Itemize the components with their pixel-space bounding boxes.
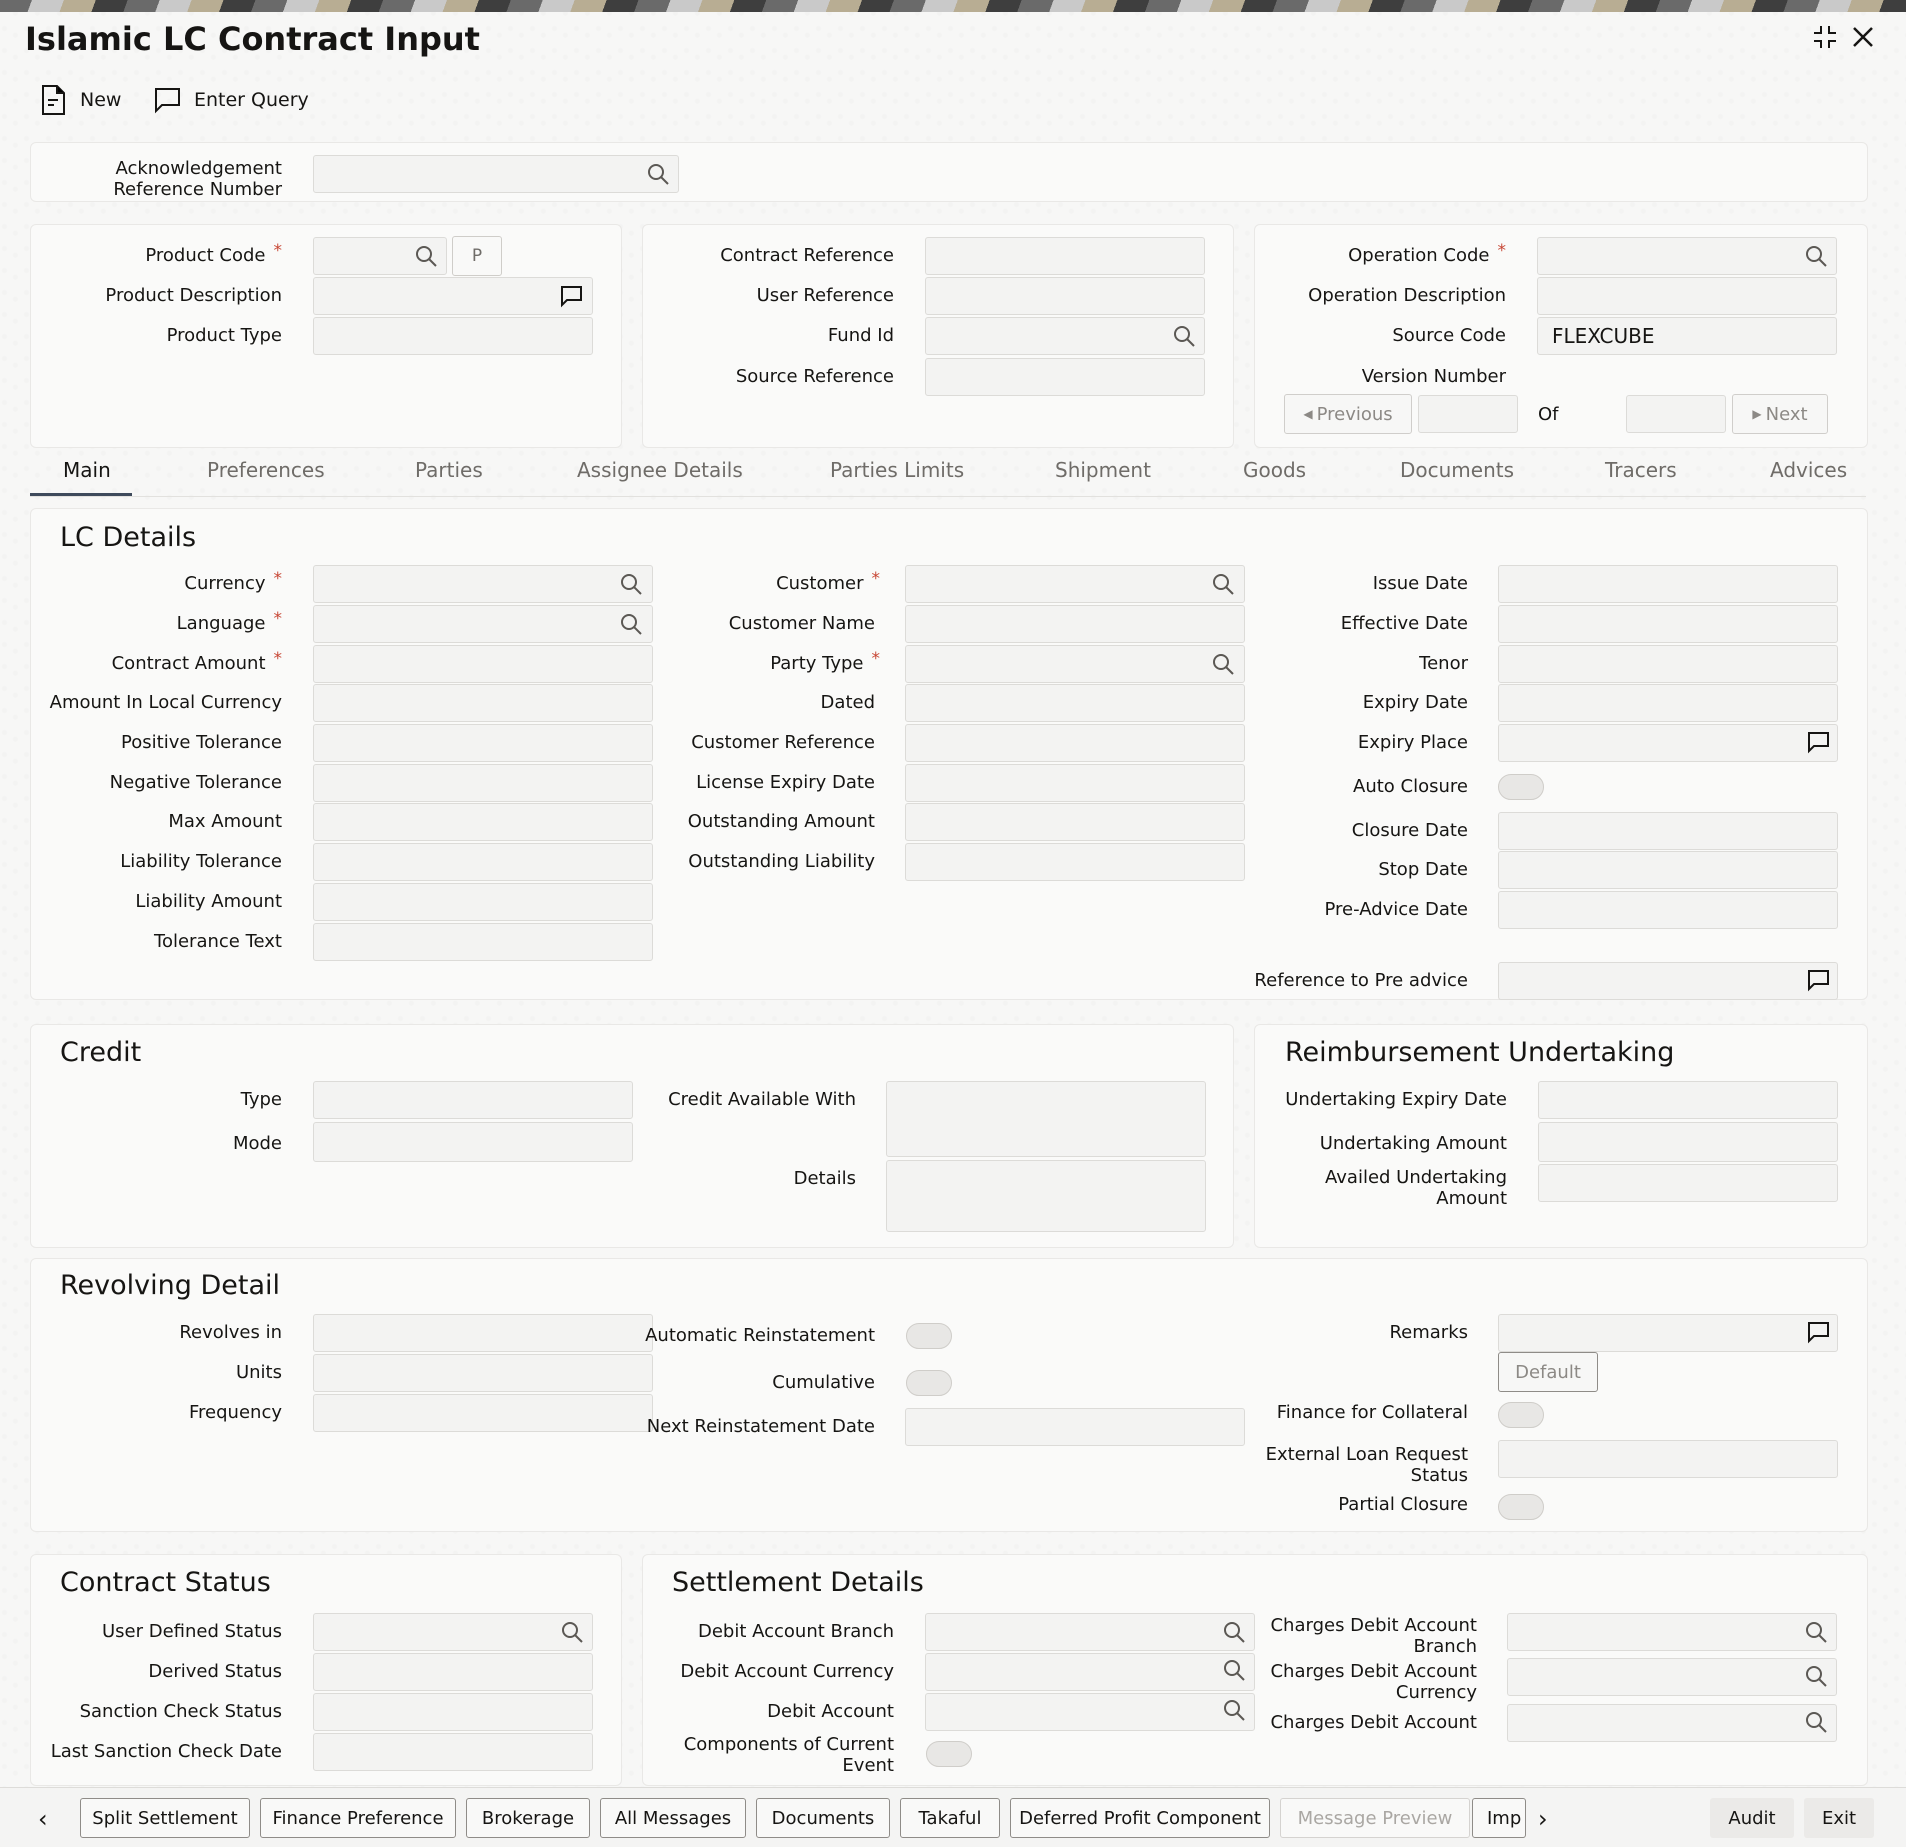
- active-tab-indicator: [30, 493, 132, 496]
- scroll-left-icon[interactable]: ‹: [38, 1805, 48, 1833]
- search-icon[interactable]: [560, 1620, 584, 1644]
- search-icon[interactable]: [1804, 1664, 1828, 1688]
- negative-tolerance-input[interactable]: [313, 764, 653, 802]
- customer-label: Customer *: [776, 569, 880, 594]
- caret-right-icon: ▶: [1752, 407, 1762, 421]
- of-label: Of: [1538, 404, 1559, 425]
- operation-description-input[interactable]: [1537, 277, 1837, 315]
- source-code-input[interactable]: FLEXCUBE: [1537, 317, 1837, 355]
- contract-amount-label: Contract Amount *: [111, 649, 282, 674]
- new-button[interactable]: [40, 84, 121, 116]
- cumulative-label: Cumulative: [772, 1372, 875, 1393]
- credit-type-input[interactable]: [313, 1081, 633, 1119]
- liability-tolerance-input[interactable]: [313, 843, 653, 881]
- fund-id-label: Fund Id: [827, 325, 894, 346]
- outstanding-liability-input[interactable]: [905, 843, 1245, 881]
- positive-tolerance-input[interactable]: [313, 724, 653, 762]
- search-icon[interactable]: [1222, 1658, 1246, 1682]
- reference-pre-advice-input[interactable]: [1498, 962, 1838, 1000]
- search-icon[interactable]: [1222, 1698, 1246, 1722]
- undertaking-amount-input[interactable]: [1538, 1122, 1838, 1162]
- expiry-date-input[interactable]: [1498, 684, 1838, 722]
- undertaking-amount-label: Undertaking Amount: [1319, 1133, 1507, 1154]
- enter-query-label: Enter Query: [194, 89, 309, 111]
- search-icon[interactable]: [1804, 244, 1828, 268]
- debit-account-input[interactable]: [925, 1693, 1255, 1731]
- currency-input[interactable]: [313, 565, 653, 603]
- contract-reference-input[interactable]: [925, 237, 1205, 275]
- components-current-event-label: Components of Current Event: [683, 1734, 894, 1776]
- product-code-label: Product Code *: [145, 241, 282, 266]
- user-reference-label: User Reference: [756, 285, 894, 306]
- reimbursement-title: Reimbursement Undertaking: [1285, 1037, 1675, 1068]
- settlement-title: Settlement Details: [672, 1567, 924, 1598]
- tab-parties-limits[interactable]: Parties Limits: [830, 458, 965, 482]
- comment-icon[interactable]: [1806, 1320, 1830, 1344]
- remarks-input[interactable]: [1498, 1314, 1838, 1352]
- credit-type-label: Type: [240, 1089, 282, 1110]
- user-defined-status-input[interactable]: [313, 1613, 593, 1651]
- partial-closure-label: Partial Closure: [1338, 1494, 1468, 1515]
- charges-debit-branch-label: Charges Debit Account Branch: [1270, 1615, 1477, 1657]
- decorative-top-strip: [0, 0, 1906, 12]
- outstanding-amount-label: Outstanding Amount: [687, 811, 875, 832]
- tab-assignee-details[interactable]: Assignee Details: [577, 458, 743, 482]
- reference-pre-advice-label: Reference to Pre advice: [1254, 970, 1468, 991]
- new-label: New: [80, 89, 122, 111]
- tab-main[interactable]: Main: [63, 458, 111, 482]
- product-p-button[interactable]: P: [452, 236, 502, 276]
- tab-goods[interactable]: Goods: [1243, 458, 1307, 482]
- automatic-reinstatement-toggle[interactable]: [906, 1323, 952, 1349]
- revolving-title: Revolving Detail: [60, 1270, 281, 1301]
- imp-button[interactable]: Imp: [1472, 1798, 1526, 1838]
- fund-id-input[interactable]: [925, 317, 1205, 355]
- tab-documents[interactable]: Documents: [1400, 458, 1515, 482]
- documents-button[interactable]: Documents: [756, 1798, 890, 1838]
- previous-button[interactable]: ◀ Previous: [1284, 394, 1412, 434]
- debit-account-branch-label: Debit Account Branch: [697, 1621, 894, 1642]
- last-sanction-check-date-label: Last Sanction Check Date: [50, 1741, 282, 1762]
- license-expiry-date-label: License Expiry Date: [696, 772, 875, 793]
- search-icon[interactable]: [619, 612, 643, 636]
- message-preview-button[interactable]: Message Preview: [1280, 1798, 1470, 1838]
- search-icon[interactable]: [1804, 1710, 1828, 1734]
- amount-local-currency-label: Amount In Local Currency: [49, 692, 282, 713]
- next-reinstatement-date-input[interactable]: [905, 1408, 1245, 1446]
- availed-undertaking-label: Availed Undertaking Amount: [1325, 1167, 1507, 1209]
- max-amount-label: Max Amount: [168, 811, 282, 832]
- tab-advices[interactable]: Advices: [1770, 458, 1848, 482]
- dated-input[interactable]: [905, 684, 1245, 722]
- product-description-label: Product Description: [105, 285, 282, 306]
- sanction-check-status-label: Sanction Check Status: [79, 1701, 282, 1722]
- pre-advice-date-input[interactable]: [1498, 891, 1838, 929]
- source-code-label: Source Code: [1392, 325, 1506, 346]
- comment-icon[interactable]: [1806, 730, 1830, 754]
- tolerance-text-label: Tolerance Text: [154, 931, 282, 952]
- expiry-place-input[interactable]: [1498, 724, 1838, 762]
- comment-icon[interactable]: [1806, 968, 1830, 992]
- customer-reference-input[interactable]: [905, 724, 1245, 762]
- operation-description-label: Operation Description: [1308, 285, 1506, 306]
- operation-code-input[interactable]: [1537, 237, 1837, 275]
- product-type-label: Product Type: [166, 325, 282, 346]
- stop-date-input[interactable]: [1498, 851, 1838, 889]
- product-description-input[interactable]: [313, 277, 593, 315]
- tolerance-text-input[interactable]: [313, 923, 653, 961]
- all-messages-button[interactable]: All Messages: [600, 1798, 746, 1838]
- search-icon[interactable]: [1211, 572, 1235, 596]
- search-icon[interactable]: [1804, 1620, 1828, 1644]
- next-reinstatement-date-label: Next Reinstatement Date: [646, 1416, 875, 1437]
- cumulative-toggle[interactable]: [906, 1370, 952, 1396]
- version-number-label: Version Number: [1361, 366, 1506, 387]
- contract-status-title: Contract Status: [60, 1567, 271, 1598]
- enter-query-button[interactable]: [152, 86, 309, 114]
- ack-ref-label: Acknowledgement Reference Number: [113, 158, 282, 200]
- search-icon[interactable]: [1211, 652, 1235, 676]
- ack-ref-input[interactable]: [313, 155, 679, 193]
- takaful-button[interactable]: Takaful: [900, 1798, 1000, 1838]
- credit-available-with-input[interactable]: [886, 1081, 1206, 1157]
- contract-reference-label: Contract Reference: [720, 245, 894, 266]
- auto-closure-toggle[interactable]: [1498, 774, 1544, 800]
- credit-mode-input[interactable]: [313, 1122, 633, 1162]
- remarks-label: Remarks: [1389, 1322, 1468, 1343]
- dated-label: Dated: [820, 692, 875, 713]
- source-reference-input[interactable]: [925, 358, 1205, 396]
- availed-undertaking-input[interactable]: [1538, 1164, 1838, 1202]
- charges-debit-currency-input[interactable]: [1507, 1658, 1837, 1696]
- revolving-panel: [30, 1258, 1868, 1532]
- caret-left-icon: ◀: [1303, 407, 1313, 421]
- charges-debit-currency-label: Charges Debit Account Currency: [1270, 1661, 1477, 1703]
- closure-date-input[interactable]: [1498, 812, 1838, 850]
- external-loan-status-input[interactable]: [1498, 1440, 1838, 1478]
- customer-name-label: Customer Name: [728, 613, 875, 634]
- sanction-check-status-input[interactable]: [313, 1693, 593, 1731]
- revolves-in-label: Revolves in: [179, 1322, 282, 1343]
- tab-parties[interactable]: Parties: [415, 458, 483, 482]
- auto-closure-label: Auto Closure: [1353, 776, 1468, 797]
- liability-amount-input[interactable]: [313, 883, 653, 921]
- exit-button[interactable]: Exit: [1804, 1798, 1874, 1838]
- credit-available-with-label: Credit Available With: [668, 1089, 856, 1110]
- debit-account-currency-label: Debit Account Currency: [680, 1661, 894, 1682]
- liability-tolerance-label: Liability Tolerance: [120, 851, 282, 872]
- negative-tolerance-label: Negative Tolerance: [109, 772, 282, 793]
- frequency-input[interactable]: [313, 1394, 653, 1432]
- user-defined-status-label: User Defined Status: [101, 1621, 282, 1642]
- tab-tracers[interactable]: Tracers: [1605, 458, 1677, 482]
- closure-date-label: Closure Date: [1351, 820, 1468, 841]
- outstanding-amount-input[interactable]: [905, 803, 1245, 841]
- effective-date-label: Effective Date: [1340, 613, 1468, 634]
- expiry-place-label: Expiry Place: [1357, 732, 1468, 753]
- issue-date-label: Issue Date: [1372, 573, 1468, 594]
- positive-tolerance-label: Positive Tolerance: [121, 732, 282, 753]
- product-type-input[interactable]: [313, 317, 593, 355]
- debit-account-currency-input[interactable]: [925, 1653, 1255, 1691]
- tab-separator: [30, 496, 1866, 497]
- tenor-label: Tenor: [1419, 653, 1468, 674]
- undertaking-expiry-label: Undertaking Expiry Date: [1285, 1089, 1507, 1110]
- derived-status-label: Derived Status: [148, 1661, 282, 1682]
- user-reference-input[interactable]: [925, 277, 1205, 315]
- operation-code-label: Operation Code *: [1348, 241, 1506, 266]
- debit-account-branch-input[interactable]: [925, 1613, 1255, 1651]
- units-label: Units: [235, 1362, 282, 1383]
- window-title: Islamic LC Contract Input: [25, 20, 480, 58]
- party-type-label: Party Type *: [770, 649, 880, 674]
- customer-input[interactable]: [905, 565, 1245, 603]
- effective-date-input[interactable]: [1498, 605, 1838, 643]
- next-button[interactable]: ▶ Next: [1732, 394, 1828, 434]
- tenor-input[interactable]: [1498, 645, 1838, 683]
- scroll-right-icon[interactable]: ›: [1538, 1805, 1548, 1833]
- charges-debit-account-input[interactable]: [1507, 1704, 1837, 1742]
- search-icon[interactable]: [1172, 324, 1196, 348]
- search-icon[interactable]: [619, 572, 643, 596]
- version-number-input[interactable]: [1418, 395, 1518, 433]
- close-icon[interactable]: [1848, 22, 1878, 59]
- automatic-reinstatement-label: Automatic Reinstatement: [645, 1325, 875, 1346]
- deferred-profit-component-button[interactable]: Deferred Profit Component: [1010, 1798, 1270, 1838]
- default-button[interactable]: Default: [1498, 1352, 1598, 1392]
- finance-collateral-label: Finance for Collateral: [1276, 1402, 1468, 1423]
- version-total-input[interactable]: [1626, 395, 1726, 433]
- last-sanction-check-date-input[interactable]: [313, 1733, 593, 1771]
- components-current-event-toggle[interactable]: [926, 1741, 972, 1767]
- customer-reference-label: Customer Reference: [691, 732, 875, 753]
- tab-shipment[interactable]: Shipment: [1055, 458, 1151, 482]
- search-icon[interactable]: [646, 162, 670, 186]
- credit-details-input[interactable]: [886, 1160, 1206, 1232]
- credit-mode-label: Mode: [232, 1133, 282, 1154]
- partial-closure-toggle[interactable]: [1498, 1494, 1544, 1520]
- external-loan-status-label: External Loan Request Status: [1265, 1444, 1468, 1486]
- units-input[interactable]: [313, 1354, 653, 1392]
- frequency-label: Frequency: [189, 1402, 282, 1423]
- credit-details-label: Details: [793, 1168, 856, 1189]
- source-reference-label: Source Reference: [735, 366, 894, 387]
- expiry-date-label: Expiry Date: [1362, 692, 1468, 713]
- brokerage-button[interactable]: Brokerage: [466, 1798, 590, 1838]
- max-amount-input[interactable]: [313, 803, 653, 841]
- currency-label: Currency *: [184, 569, 282, 594]
- lc-details-title: LC Details: [60, 522, 197, 553]
- license-expiry-date-input[interactable]: [905, 764, 1245, 802]
- search-icon[interactable]: [1222, 1620, 1246, 1644]
- charges-debit-account-label: Charges Debit Account: [1270, 1712, 1477, 1733]
- undertaking-expiry-input[interactable]: [1538, 1081, 1838, 1119]
- issue-date-input[interactable]: [1498, 565, 1838, 603]
- tab-preferences[interactable]: Preferences: [207, 458, 325, 482]
- query-icon: [152, 86, 182, 114]
- maximize-icon[interactable]: [1810, 22, 1840, 59]
- liability-amount-label: Liability Amount: [135, 891, 282, 912]
- revolves-in-input[interactable]: [313, 1314, 653, 1352]
- derived-status-input[interactable]: [313, 1653, 593, 1691]
- debit-account-label: Debit Account: [767, 1701, 894, 1722]
- ack-panel: [30, 142, 1868, 202]
- contract-amount-input[interactable]: [313, 645, 653, 683]
- audit-button[interactable]: Audit: [1710, 1798, 1794, 1838]
- language-label: Language *: [176, 609, 282, 634]
- search-icon[interactable]: [414, 244, 438, 268]
- party-type-input[interactable]: [905, 645, 1245, 683]
- finance-preference-button[interactable]: Finance Preference: [260, 1798, 456, 1838]
- split-settlement-button[interactable]: Split Settlement: [80, 1798, 250, 1838]
- language-input[interactable]: [313, 605, 653, 643]
- customer-name-input[interactable]: [905, 605, 1245, 643]
- pre-advice-date-label: Pre-Advice Date: [1324, 899, 1468, 920]
- credit-title: Credit: [60, 1037, 142, 1068]
- finance-collateral-toggle[interactable]: [1498, 1402, 1544, 1428]
- comment-icon[interactable]: [559, 284, 583, 308]
- stop-date-label: Stop Date: [1378, 859, 1468, 880]
- new-document-icon: [40, 84, 68, 116]
- amount-local-currency-input[interactable]: [313, 684, 653, 722]
- outstanding-liability-label: Outstanding Liability: [688, 851, 875, 872]
- charges-debit-branch-input[interactable]: [1507, 1613, 1837, 1651]
